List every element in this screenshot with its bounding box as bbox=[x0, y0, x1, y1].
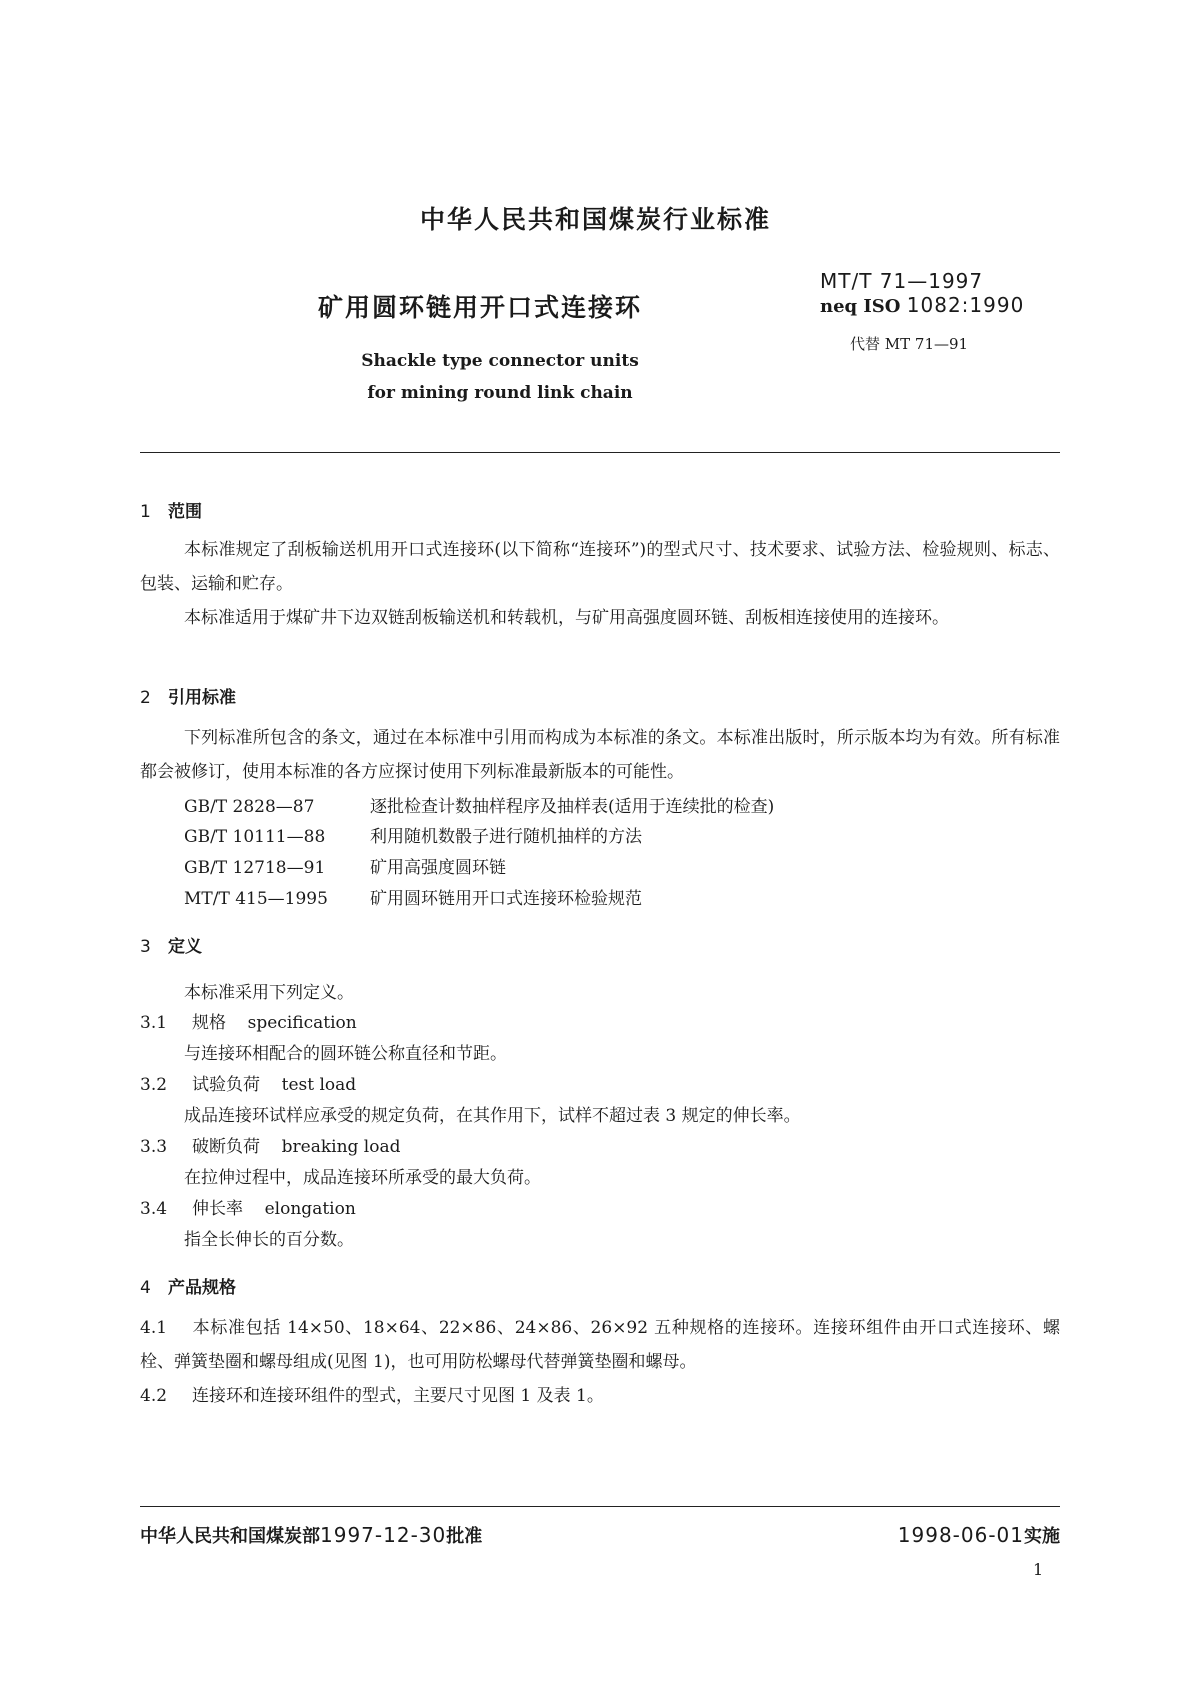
approval-line: 中华人民共和国煤炭部1997-12-30批准 bbox=[140, 1523, 483, 1547]
definition-description: 与连接环相配合的圆环链公称直径和节距。 bbox=[184, 1044, 507, 1064]
neq-reference: neq ISO 1082:1990 bbox=[820, 293, 1025, 317]
section-1-paragraph-1: 本标准规定了刮板输送机用开口式连接环(以下简称“连接环”)的型式尺寸、技术要求、试验方法、检验规则、标志、包装、运输和贮存。 bbox=[140, 540, 1060, 594]
title-en-line-1: Shackle type connector units bbox=[361, 351, 639, 371]
definition-term: 3.2 试验负荷 test load bbox=[140, 1075, 357, 1095]
definition-term: 3.3 破断负荷 breaking load bbox=[140, 1137, 401, 1157]
definition-description: 成品连接环试样应承受的规定负荷，在其作用下，试样不超过表 3 规定的伸长率。 bbox=[184, 1106, 801, 1126]
section-heading-3: 3 定义 bbox=[140, 937, 202, 957]
document-title-cn: 矿用圆环链用开口式连接环 bbox=[318, 293, 643, 322]
effective-line: 1998-06-01实施 bbox=[897, 1523, 1060, 1547]
standard-number: MT/T 71—1997 bbox=[820, 269, 984, 293]
replaces-standard: 代替 MT 71—91 bbox=[850, 335, 969, 353]
section-heading-4: 4 产品规格 bbox=[140, 1278, 236, 1298]
definition-description: 在拉伸过程中，成品连接环所承受的最大负荷。 bbox=[184, 1168, 541, 1188]
title-en-line-2: for mining round link chain bbox=[367, 383, 633, 403]
definition-term: 3.4 伸长率 elongation bbox=[140, 1199, 356, 1219]
section-heading-1: 1 范围 bbox=[140, 502, 202, 522]
section-heading-2: 2 引用标准 bbox=[140, 688, 236, 708]
reference-item: GB/T 10111—88 利用随机数骰子进行随机抽样的方法 bbox=[184, 827, 642, 847]
ministry-standard-heading: 中华人民共和国煤炭行业标准 bbox=[419, 205, 771, 234]
section-2-paragraph-1: 下列标准所包含的条文，通过在本标准中引用而构成为本标准的条文。本标准出版时，所示版本均为有效。所有标准都会被修订，使用本标准的各方应探讨使用下列标准最新版本的可能性。 bbox=[140, 728, 1060, 782]
reference-item: GB/T 12718—91 矿用高强度圆环链 bbox=[184, 858, 506, 878]
clause-4-2: 4.2 连接环和连接环组件的型式，主要尺寸见图 1 及表 1。 bbox=[140, 1386, 604, 1406]
reference-item: MT/T 415—1995 矿用圆环链用开口式连接环检验规范 bbox=[184, 889, 642, 909]
standard-code-block bbox=[820, 270, 1024, 318]
section-1-paragraph-2: 本标准适用于煤矿井下边双链刮板输送机和转载机，与矿用高强度圆环链、刮板相连接使用的连接环。 bbox=[184, 608, 949, 628]
header-divider bbox=[140, 452, 1060, 453]
clause-4-1: 4.1 本标准包括 14×50、18×64、22×86、24×86、26×92 五种规格的连接环。连接环组件由开口式连接环、螺栓、弹簧垫圈和螺母组成(见图 1)，也可用防松螺母代替弹簧垫圈和螺母。 bbox=[140, 1318, 1060, 1372]
footer-divider bbox=[140, 1506, 1060, 1507]
section-3-intro: 本标准采用下列定义。 bbox=[184, 983, 354, 1003]
definition-term: 3.1 规格 specification bbox=[140, 1013, 357, 1033]
reference-item: GB/T 2828—87 逐批检查计数抽样程序及抽样表(适用于连续批的检查) bbox=[184, 797, 775, 817]
document-title-en bbox=[0, 345, 1000, 409]
page-number: 1 bbox=[1033, 1560, 1044, 1579]
definition-description: 指全长伸长的百分数。 bbox=[184, 1230, 354, 1250]
